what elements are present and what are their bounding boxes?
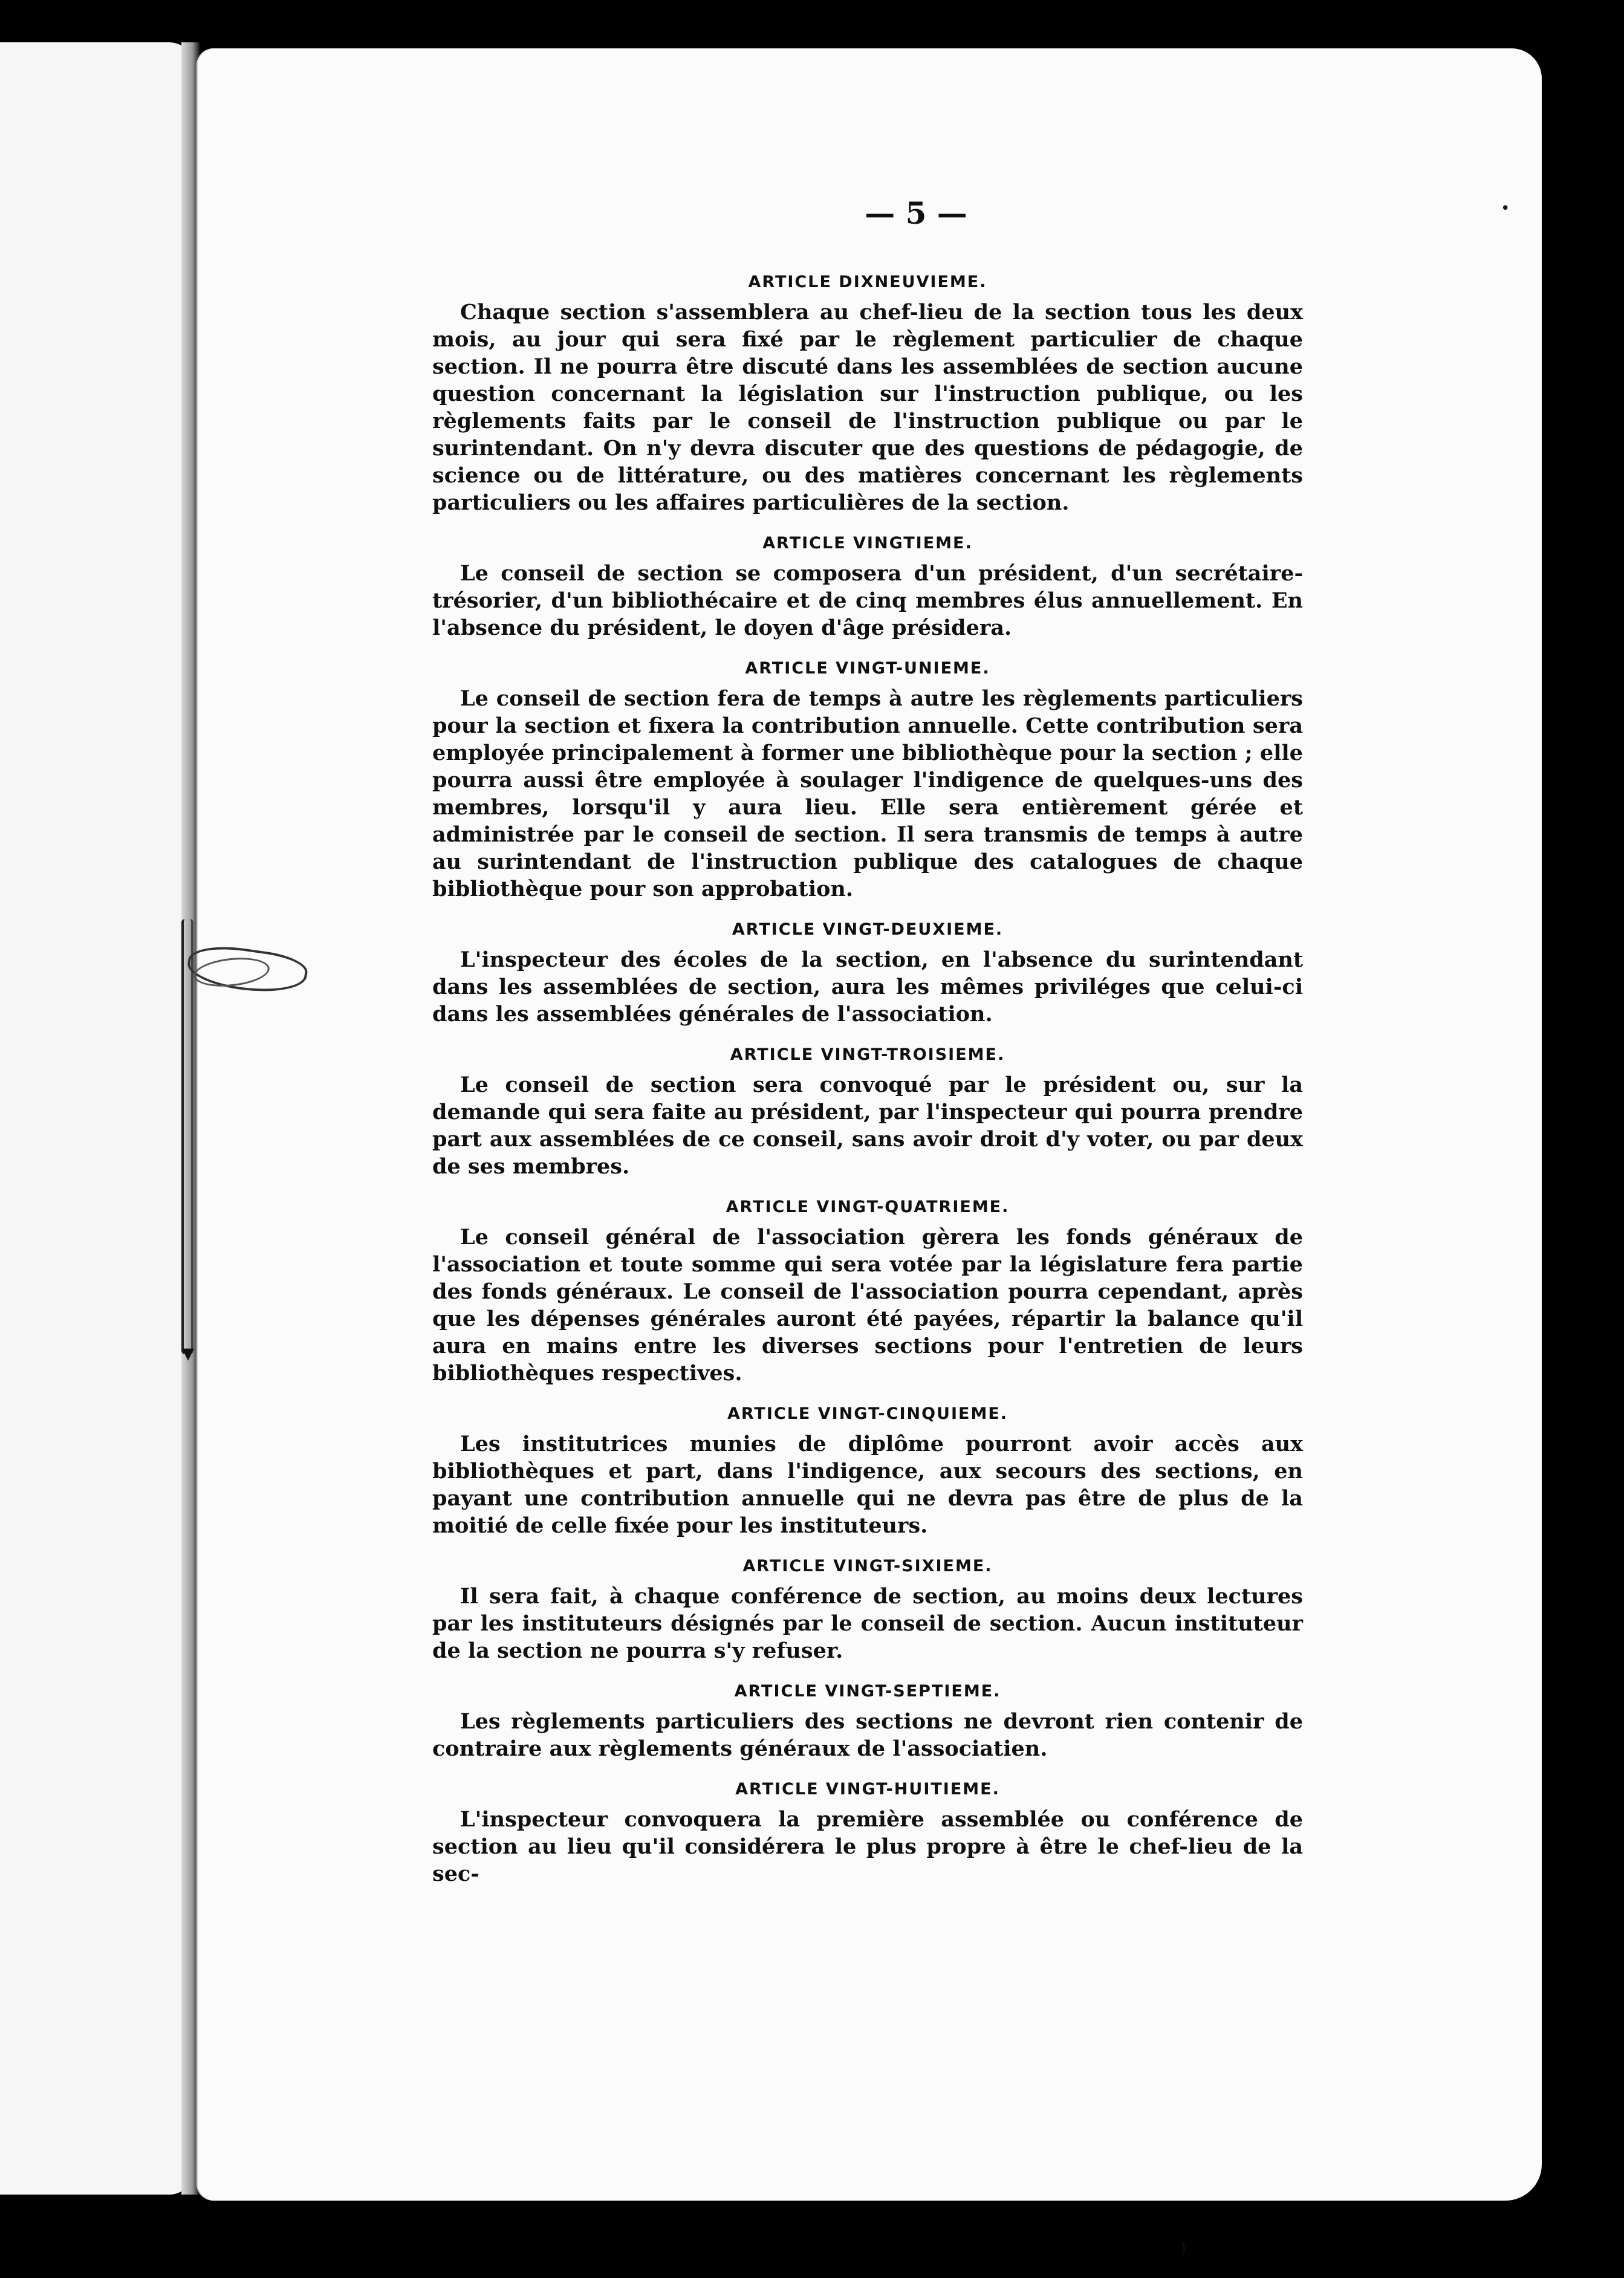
article-heading: ARTICLE VINGTIEME.: [762, 534, 973, 553]
article-heading: ARTICLE VINGT-UNIEME.: [745, 659, 990, 678]
left-page-edge: [0, 42, 193, 2195]
article-text: L'inspecteur convoquera la première assemblée ou conférence de section au lieu qu'il considérera le plus propre à être le chef-lieu de la sec-: [432, 1807, 1303, 1886]
article-heading: ARTICLE VINGT-SEPTIEME.: [734, 1682, 1001, 1701]
article-28: [432, 1773, 1303, 1887]
article-text: Chaque section s'assemblera au chef-lieu de la section tous les deux mois, au jour qui sera fixé par le règlement particulier de chaque section. Il ne pourra être discuté dans les assemblées de section aucune question concernant la législation sur l'instruction publique, ou les règlements faits par le conseil de l'instruction publique ou par le surintendant. On n'y devra discuter que des questions de pédagogie, de science ou de littérature, ou des matières concernant les règlements particuliers ou les affaires particulières de la section.: [432, 300, 1303, 515]
article-heading: ARTICLE VINGT-QUATRIEME.: [726, 1198, 1010, 1216]
article-heading: ARTICLE VINGT-DEUXIEME.: [732, 920, 1004, 939]
article-24: [432, 1191, 1303, 1387]
article-text: Le conseil de section fera de temps à autre les règlements particuliers pour la section et fixera la contribution annuelle. Cette contribution sera employée principalement à former une bibliothèque pour la section ; elle pourra aussi être employée à soulager l'indigence de quelques-uns des membres, lorsqu'il y aura lieu. Elle sera entièrement gérée et administrée par le conseil de section. Il sera transmis de temps à autre au surintendant de l'instruction publique des catalogues de chaque bibliothèque pour son approbation.: [432, 686, 1303, 901]
article-heading: ARTICLE VINGT-HUITIEME.: [735, 1780, 1000, 1799]
article-text: Le conseil général de l'association gèrera les fonds généraux de l'association et toute somme qui sera votée par la législature fera partie des fonds généraux. Le conseil de l'association pourra cependant, après que les dépenses générales auront été payées, répartir la balance qu'il aura en mains entre les diverses sections pour l'entretien de leurs bibliothèques respectives.: [432, 1225, 1303, 1386]
article-20: [432, 527, 1303, 641]
article-26: [432, 1550, 1303, 1664]
article-22: [432, 913, 1303, 1028]
article-text: Il sera fait, à chaque conférence de section, au moins deux lectures par les instituteurs désignés par le conseil de section. Aucun instituteur de la section ne pourra s'y refuser.: [432, 1584, 1303, 1663]
article-19: [432, 266, 1303, 516]
speck-mark: ): [1180, 2240, 1187, 2258]
speck-mark: •: [1501, 200, 1510, 218]
article-text: L'inspecteur des écoles de la section, en l'absence du surintendant dans les assemblées de section, aura les mêmes priviléges que celui-ci dans les assemblées générales de l'association.: [432, 947, 1303, 1027]
article-heading: ARTICLE VINGT-CINQUIEME.: [727, 1404, 1009, 1423]
page-number: — 5 —: [865, 195, 967, 231]
article-21: [432, 652, 1303, 903]
article-23: [432, 1039, 1303, 1180]
article-25: [432, 1398, 1303, 1539]
article-heading: ARTICLE DIXNEUVIEME.: [748, 273, 987, 291]
article-text: Le conseil de section se composera d'un président, d'un secrétaire-trésorier, d'un bibliothécaire et de cinq membres élus annuellement. En l'absence du président, le doyen d'âge présidera.: [432, 561, 1303, 640]
binding-string-end-icon: ▾: [182, 1339, 195, 1367]
article-heading: ARTICLE VINGT-TROISIEME.: [730, 1045, 1005, 1064]
article-heading: ARTICLE VINGT-SIXIEME.: [742, 1557, 993, 1575]
article-text: Les règlements particuliers des sections ne devront rien contenir de contraire aux règlements généraux de l'associatien.: [432, 1709, 1303, 1761]
binding-string: [181, 919, 193, 1354]
article-text: Les institutrices munies de diplôme pourront avoir accès aux bibliothèques et part, dans l'indigence, aux secours des sections, en payant une contribution annuelle qui ne devra pas être de plus de la moitié de celle fixée pour les instituteurs.: [432, 1432, 1303, 1538]
page-text: [432, 193, 1303, 1898]
article-text: Le conseil de section sera convoqué par le président ou, sur la demande qui sera faite au président, par l'inspecteur qui pourra prendre part aux assemblées de ce conseil, sans avoir droit d'y voter, ou par deux de ses membres.: [432, 1072, 1303, 1179]
article-27: [432, 1675, 1303, 1762]
